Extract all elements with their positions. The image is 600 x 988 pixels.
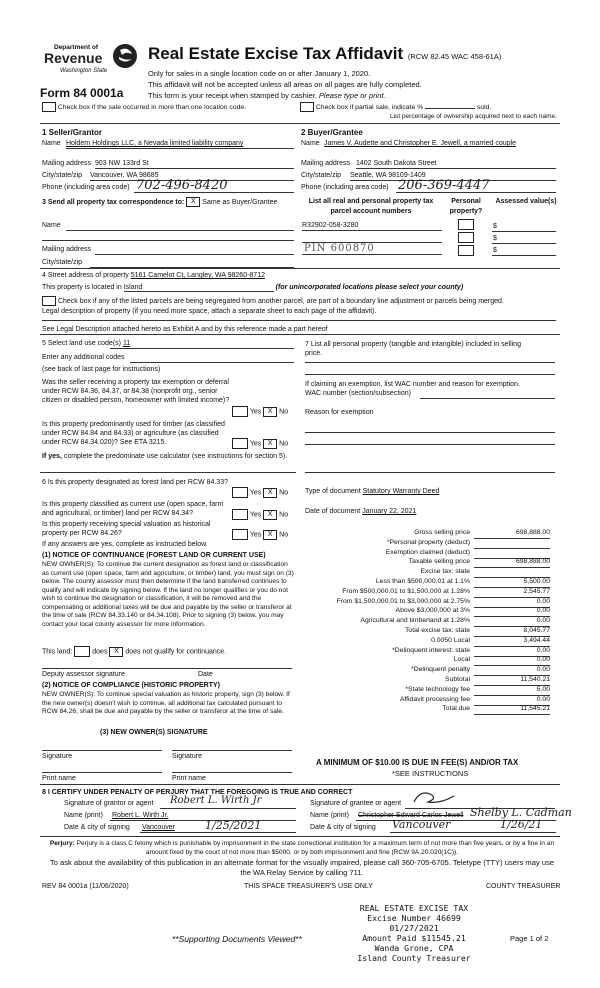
s6-q3: Is this property receiving special valuation as historical property per RCW 84.26? — [42, 521, 211, 537]
sig-label-2: Signature — [172, 753, 202, 760]
s6-if-any: If any answers are yes, complete as instructed below. — [42, 541, 208, 548]
tax-row-label: Above $3,000,000 at 3% — [395, 607, 470, 615]
seller-phone: 702-496-8420 — [136, 178, 228, 193]
s6-q3-answer[interactable]: Yes X No — [232, 529, 288, 540]
tax-row-value: 11,540.21 — [474, 676, 550, 686]
seller-name-label: Name — [42, 140, 61, 147]
tax-row-value: 5,500.00 — [474, 578, 550, 588]
tax-row-label: From $1,500,000.01 to $3,000,000 at 2.75% — [336, 597, 470, 605]
s5-q2-no-box[interactable]: X — [263, 439, 277, 449]
page-number: Page 1 of 2 — [510, 934, 549, 943]
segregated-check[interactable] — [42, 296, 504, 306]
tax-row-value: 0.00 — [474, 666, 550, 676]
s5-q2-yes-box[interactable] — [232, 438, 248, 449]
tax-row — [305, 656, 550, 666]
dept-line3: Washington State — [60, 68, 108, 74]
dor-logo — [40, 42, 140, 80]
sig-label-1: Signature — [42, 753, 72, 760]
s5-q1-answer[interactable]: Yes X No — [232, 406, 288, 417]
section4-address-row: 4 Street address of property 5161 Camelot Ct, Langley, WA 98260-8712 — [42, 272, 265, 279]
s5-q2-answer[interactable]: Yes X No — [232, 438, 288, 449]
tax-row-value — [474, 549, 550, 559]
print-name-1: Print name — [42, 775, 76, 782]
notice2-title: (2) NOTICE OF COMPLIANCE (HISTORIC PROPERTY) — [42, 682, 220, 689]
sold-label: sold. — [476, 103, 492, 111]
date-grantor-label: Date & city of signing — [64, 824, 130, 831]
same-as-buyer-checkbox[interactable]: X — [186, 197, 200, 207]
dollar-1: $ — [493, 223, 497, 230]
tax-row — [305, 617, 550, 627]
seller-mailing-label: Mailing address — [42, 160, 92, 167]
tax-row — [305, 676, 550, 686]
s6-q3-yes-box[interactable] — [232, 529, 248, 540]
tax-row — [305, 539, 550, 549]
tax-row-value: 0.00 — [474, 598, 550, 608]
title-ref: (RCW 82.45 WAC 458-61A) — [407, 52, 502, 61]
tax-row-label: Total due — [442, 705, 470, 713]
seller-city: Vancouver, WA 98685 — [90, 172, 159, 179]
partial-sale-check[interactable] — [300, 102, 491, 112]
parcel-col1: List all real and personal property tax parcel account numbers — [308, 198, 434, 215]
tax-row-value: 698,888.00 — [474, 529, 550, 539]
does-box[interactable] — [74, 646, 90, 657]
see-legal: See Legal Description attached hereto as Exhibit A and by this reference made a part hereof — [42, 326, 328, 333]
tax-row — [305, 666, 550, 676]
parcel-1: R32902-058-3280 — [302, 222, 359, 229]
county-treasurer: COUNTY TREASURER — [486, 883, 561, 890]
land-use-code: 11 — [122, 340, 131, 347]
subtitle-3a: This form is your receipt when stamped by cashier. — [148, 91, 317, 100]
section5-landuse: 5 Select land use code(s) 11 — [42, 340, 131, 347]
new-owner-sig: (3) NEW OWNER(S) SIGNATURE — [100, 729, 208, 736]
tax-row-value: 698,888.00 — [474, 558, 550, 568]
tax-row-label: Exemption claimed (deduct) — [385, 548, 470, 556]
wac-label: WAC number (section/subsection) — [305, 390, 411, 397]
buyer-phone-label: Phone (including area code) — [301, 184, 389, 191]
tax-row-label: Gross selling price — [414, 529, 470, 536]
s6-q1-answer[interactable]: Yes X No — [232, 487, 288, 498]
tax-row — [305, 598, 550, 608]
s5-q1: Was the seller receiving a property tax exemption or deferral under RCW 84.36, 84.37, or 84.38 (nonprofit org., senior citizen or disabled person, homeowner with limited income)? — [42, 379, 230, 404]
tax-row-label: *Delinquent penalty — [411, 666, 470, 674]
sig-grantor-label: Signature of grantor or agent — [64, 800, 154, 807]
subtitle-3 — [148, 91, 386, 100]
tax-row-label: Excise tax: state — [420, 568, 470, 576]
partial-sale-checkbox[interactable] — [300, 102, 314, 112]
s6-q1-yes-box[interactable] — [232, 487, 248, 498]
parcel-col2: Personal property? — [449, 198, 483, 215]
section3-mailing-label: Mailing address — [42, 246, 92, 253]
name-grantee: Christopher Edward Carlos Jewell — [358, 812, 464, 819]
doc-type: Statutory Warranty Deed — [362, 488, 440, 495]
reason-label: Reason for exemption — [305, 409, 374, 416]
tax-row — [305, 529, 550, 539]
segregated-checkbox[interactable] — [42, 296, 56, 306]
parcel-col3: Assessed value(s) — [495, 198, 557, 205]
tax-row-label: *Delinquent interest: state — [392, 646, 470, 654]
name-grantor-label: Name (print) — [64, 812, 103, 819]
tax-row — [305, 578, 550, 588]
tax-row-value: 0.00 — [474, 656, 550, 666]
treasurer-only: THIS SPACE TREASURER'S USE ONLY — [244, 883, 373, 890]
tax-row-value: 0.00 — [474, 617, 550, 627]
s6-q2-yes-box[interactable] — [232, 509, 248, 520]
this-land-row: This land: does X does not qualify for continuance. — [42, 647, 227, 656]
parcel-2: PIN 600870 — [304, 243, 375, 254]
buyer-mailing: 1402 South Dakota Street — [356, 160, 437, 167]
doc-date: January 22, 2021 — [362, 508, 417, 515]
section4-located-row: This property is located in Island (for unincorporated locations please select your county) — [42, 284, 464, 291]
notice2-text: NEW OWNER(S): To continue special valuation as historic property, sign (3) below. If the new owner(s) doesn't wish to continue, all additional tax calculated pursuant to RCW 84.26, shall be due and payable by the seller or transferor at the time of sale. — [42, 691, 290, 715]
s6-q1: 6 Is this property designated as forest land per RCW 84.33? — [42, 479, 228, 486]
tax-row — [305, 705, 550, 715]
date-grantee-date: 1/26/21 — [500, 818, 543, 831]
sig-grantee-label: Signature of grantee or agent — [310, 800, 402, 807]
seller-city-label: City/state/zip — [42, 172, 83, 179]
tax-row — [305, 627, 550, 637]
deputy-sig-label: Deputy assessor signature — [42, 671, 125, 678]
header-divider — [40, 123, 560, 124]
tax-row-value: 3,494.44 — [474, 637, 550, 647]
seller-phone-label: Phone (including area code) — [42, 184, 130, 191]
date-grantor-city: Vancouver — [142, 824, 175, 831]
segregated-label: Check box if any of the listed parcels are being segregated from another parcel, are part of a boundary line adjustment or parcels being merged. — [57, 297, 504, 305]
tax-row-value — [474, 568, 550, 578]
exemption-label: If claiming an exemption, list WAC number and reason for exemption. — [305, 381, 520, 388]
list-pct: List percentage of ownership acquired next to each name. — [390, 113, 557, 120]
partial-sale-label: Check box if partial sale, indicate % — [315, 103, 424, 111]
treasurer-stamp: REAL ESTATE EXCISE TAX Excise Number 46699 01/27/2021 Amount Paid $11545.21 Wanda Grone, CPA Island County Treasurer — [357, 903, 471, 963]
tax-row-label: Taxable selling price — [408, 558, 470, 566]
dollar-2: $ — [493, 235, 497, 242]
dept-line1: Department of — [54, 44, 99, 51]
section3-city-label: City/state/zip — [42, 259, 83, 266]
s6-q1-no-box[interactable]: X — [263, 488, 277, 498]
tax-row-label: Affidavit processing fee — [399, 695, 470, 703]
multi-location-label: Check box if the sale occurred in more than one location code. — [57, 103, 247, 111]
tax-row-value: 0.00 — [474, 696, 550, 706]
buyer-phone: 206-369-4447 — [398, 178, 490, 193]
tax-row — [305, 568, 550, 578]
multi-location-checkbox[interactable] — [42, 102, 56, 112]
multi-location-check[interactable] — [42, 102, 246, 112]
seller-mailing: 903 NW 133rd St — [95, 160, 149, 167]
seller-heading: 1 Seller/Grantor — [42, 128, 103, 137]
dept-line2: Revenue — [44, 50, 103, 66]
tax-row — [305, 686, 550, 696]
s6-q3-no-box[interactable]: X — [263, 530, 277, 540]
buyer-name: James V. Audette and Christopher E. Jewell, a married couple — [324, 140, 516, 147]
name-grantee-hw: Shelby L. Cadman — [470, 806, 572, 819]
tax-row-value — [474, 539, 550, 549]
tax-row — [305, 558, 550, 568]
date-grantee-label: Date & city of signing — [310, 824, 376, 831]
print-name-2: Print name — [172, 775, 206, 782]
section3-name-label: Name — [42, 222, 61, 229]
tax-row — [305, 696, 550, 706]
s5-q1-no-box[interactable]: X — [263, 407, 277, 417]
s5-q1-yes-box[interactable] — [232, 406, 248, 417]
tax-row-label: Agricultural and timberland at 1.28% — [360, 617, 470, 625]
form-number: Form 84 0001a — [40, 86, 124, 100]
section3-label: 3 Send all property tax correspondence to: X Same as Buyer/Grantee — [42, 198, 278, 206]
located-note: (for unincorporated locations please select your county) — [275, 284, 464, 291]
tax-row-label: *State technology fee — [405, 685, 470, 693]
buyer-heading: 2 Buyer/Grantee — [301, 128, 363, 137]
date-grantor-hw: 1/25/2021 — [205, 819, 262, 832]
personal-prop-box-2[interactable] — [458, 232, 474, 243]
perjury-notice: Perjury: Perjury is a class C felony which is punishable by imprisonment in the state correctional institution for a maximum term of not more than five years, or by a fine in an amount fixed by the court of not more than $5000, or by both imprisonment and fine (RCW 9A.20.020(1C)). — [49, 840, 555, 856]
tax-row-value: 8,045.77 — [474, 627, 550, 637]
doc-type-row: Type of document Statutory Warranty Deed — [305, 488, 440, 495]
title-text: Real Estate Excise Tax Affidavit — [148, 44, 404, 63]
tax-row-value: 11,545.21 — [474, 705, 550, 715]
tax-row-value: 2,545.77 — [474, 588, 550, 598]
grantee-signature-mark — [410, 788, 458, 808]
dor-logo-icon — [112, 42, 138, 70]
tax-row-label: Less than $500,000.01 at 1.1% — [375, 578, 470, 585]
subtitle-3b: Please type or print. — [318, 91, 386, 100]
name-grantor: Robert L. Wirth Jr. — [112, 812, 169, 819]
seller-name: Holdem Holdings LLC, a Nevada limited liability company — [66, 140, 244, 147]
property-address: 5161 Camelot Ct, Langley, WA 98260-8712 — [130, 272, 265, 279]
tax-row — [305, 637, 550, 647]
additional-codes: Enter any additional codes — [42, 354, 125, 361]
tax-row-label: Subtotal — [445, 676, 470, 683]
see-last: (see back of last page for instructions) — [42, 366, 161, 373]
see-instructions: *SEE INSTRUCTIONS — [392, 769, 469, 778]
rev-number: REV 84 0001a (11/06/2020) — [42, 883, 129, 890]
notice1-title: (1) NOTICE OF CONTINUANCE (FOREST LAND OR CURRENT USE) — [42, 552, 266, 559]
alt-format: To ask about the availability of this publication in an alternate format for the visually impaired, please call 360-705-6705. Teletype (TTY) users may use the WA Relay Service by calling 711. — [49, 858, 555, 877]
section7-label: 7 List all personal property (tangible and intangible) included in selling price. — [305, 341, 521, 357]
tax-row — [305, 647, 550, 657]
s6-q2-no-box[interactable]: X — [263, 510, 277, 520]
legal-desc: Legal description of property (if you need more space, attach a separate sheet to each page of the affidavit). — [42, 308, 377, 315]
property-county: Island — [124, 284, 274, 292]
sig-grantor-hw: Robert L. Wirth Jr — [170, 795, 262, 806]
tax-row-value: 5.00 — [474, 686, 550, 696]
form-title — [148, 44, 501, 64]
buyer-mailing-label: Mailing address — [301, 160, 351, 167]
tax-row — [305, 607, 550, 617]
notice1-text: NEW OWNER(S): To continue the current designation as forest land or classification as current use (open space, farm and agriculture, or timber) land, you must sign on (3) below. The county assessor must then determine if the land transferred continues to qualify and will indicate by signing below. If the land no longer qualifies or you do not wish to continue the designation or classification, it will be removed and the compensating or additional taxes will be due and payable by the seller or transferor at the time of sale (RCW 84.33.140 or 84.34.108). Prior to signing (3) below, you may contact your local county assessor for more information. — [42, 561, 294, 628]
same-as-buyer-label: Same as Buyer/Grantee — [202, 198, 278, 206]
s6-q2: Is this property classified as current use (open space, farm and agricultural, or timber) land per RCW 84.34? — [42, 501, 224, 517]
buyer-city-label: City/state/zip — [301, 172, 342, 179]
tax-row-value: 0.00 — [474, 607, 550, 617]
tax-row-label: From $500,000.01 to $1,500,000 at 1.28% — [342, 587, 470, 595]
section8-label: 8 I CERTIFY UNDER PENALTY OF PERJURY THAT THE FOREGOING IS TRUE AND CORRECT — [42, 789, 353, 796]
tax-row-label: Local — [453, 656, 470, 664]
dollar-3: $ — [493, 247, 497, 254]
tax-row-label: Total excise tax: state — [405, 627, 470, 634]
date-grantee-hw: Vancouver — [392, 818, 451, 831]
tax-row-label: *Personal property (deduct) — [386, 538, 470, 546]
buyer-city: Seattle, WA 98109-1409 — [350, 172, 426, 179]
tax-row-label: 0.0050 Local — [431, 636, 470, 644]
does-not-box[interactable]: X — [109, 647, 123, 657]
s5-if-yes: If yes, complete the predominate use calculator (see instructions for section 5). — [42, 453, 288, 460]
deputy-date-label: Date — [198, 671, 213, 678]
s6-q2-answer[interactable]: Yes X No — [232, 509, 288, 520]
subtitle-1: Only for sales in a single location code on or after January 1, 2020. — [148, 69, 371, 78]
supporting-docs: **Supporting Documents Viewed** — [172, 934, 302, 944]
tax-row — [305, 588, 550, 598]
doc-date-row: Date of document January 22, 2021 — [305, 508, 417, 515]
buyer-name-label: Name — [301, 140, 320, 147]
personal-prop-box-1[interactable] — [458, 219, 474, 230]
tax-row — [305, 549, 550, 559]
minimum-fee: A MINIMUM OF $10.00 IS DUE IN FEE(S) AND/OR TAX — [316, 758, 519, 767]
subtitle-2: This affidavit will not be accepted unless all areas on all pages are fully completed. — [148, 80, 422, 89]
s5-q2: Is this property predominantly used for timber (as classified under RCW 84.84 and 84.33) or agriculture (as classified under RCW 84.34.020)? See ETA 3215. — [42, 421, 225, 446]
tax-row-value: 0.00 — [474, 647, 550, 657]
personal-prop-box-3[interactable] — [458, 245, 474, 256]
name-grantee-label: Name (print) — [310, 812, 349, 819]
